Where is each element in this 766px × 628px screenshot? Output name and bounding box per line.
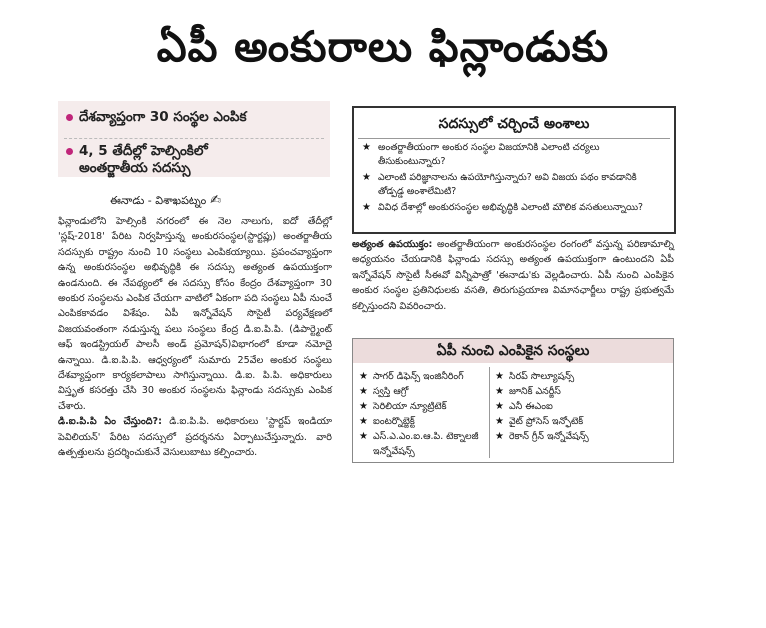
divider (64, 138, 324, 139)
company-item (495, 414, 667, 429)
selected-title: ఏపీ నుంచి ఎంపికైన సంస్థలు (436, 343, 590, 359)
star-icon: ★ (495, 401, 504, 412)
company-item (359, 399, 487, 414)
star-icon: ★ (362, 202, 371, 214)
company-name: ఐంటర్నొబ్జెక్ట్ (373, 416, 415, 427)
star-icon: ★ (495, 416, 504, 427)
company-item (359, 369, 487, 384)
highlight-item (66, 142, 208, 160)
company-name: స్వస్తి ఆగ్రో (373, 386, 409, 397)
highlight-text: 4, 5 తేదీల్లో హెల్సింకిలో (79, 143, 208, 159)
star-icon: ★ (495, 371, 504, 382)
divider (358, 138, 670, 139)
selected-list-left (359, 369, 487, 459)
column-divider (489, 367, 490, 458)
highlight-item-cont: అంతర్జాతీయ సదస్సు (79, 160, 191, 176)
subhead: అత్యంత ఉపయుక్తం: (352, 239, 433, 250)
topic-item (362, 201, 664, 215)
star-icon: ★ (362, 142, 371, 153)
topic-item (362, 171, 664, 198)
company-name: ఎనీ ఈఎంఐ (509, 401, 553, 412)
company-name: సెరిలియా న్యూట్రిటెక్ (373, 401, 447, 412)
star-icon: ★ (359, 401, 368, 412)
company-name: సిరప్ సొల్యూషన్స్ (509, 371, 575, 382)
paragraph: ఫిన్లాండులోని హెల్సింకి నగరంలో ఈ నెల నాలుగు, ఐదో తేదీల్లో 'స్లష్-2018' పేరిట నిర్వహిస్తున్న అంకురసంస్థల(స్టార్టప్లు) అంతర్జాతీయ సదస్సుకు రాష్ట్రం నుంచి 10 సంస్థలు ఎంపికయ్యాయి. ప్రపంచవ్యాప్తంగా ఉన్న అంకురసంస్థల అభివృద్ధికి ఈ సదస్సు అత్యంత ఉపయుక్తంగా ఉండనుంది. ఈ నేపథ్యంలో ఈ సదస్సు కోసం కేంద్రం దేశవ్యాప్తంగా 30 అంకుర సంస్థలను ఎంపిక చేయగా వాటిలో ఏకంగా పది సంస్థలు ఏపీ నుంచే ఎంపికకావడం విశేషం. ఏపీ ఇన్నోవేషన్ సొసైటీ పర్యవేక్షణలో విజయవంతంగా నడుస్తున్న పలు సంస్థలు కేంద్ర డి.ఐ.పి.పి. (డిపార్ట్మెంట్ ఆఫ్ ఇండస్ట్రియల్ పాలసీ అండ్ ప్రమోషన్)విభాగంలో కూడా నమోదై ఉన్నాయి. డి.ఐ.పి.పి. ఆధ్వర్యంలో సుమారు 25వేల అంకుర సంస్థలు దేశవ్యాప్తంగా కార్యకలాపాలు సాగిస్తున్నాయి. డి.ఐ. పి.పి. అధికారులు విస్తృత కసరత్తు చేసి 30 అంకుర సంస్థలను ఫిన్లాండు సదస్సుకు ఎంపిక చేశారు. (58, 216, 332, 412)
topic-text: వివిధ దేశాల్లో అంకురసంస్థల అభివృద్ధికి ఎలాంటి మౌలిక వసతులున్నాయి? (378, 202, 644, 214)
company-name: వైట్ ప్రోసెస్ ఇన్ఫోటెక్ (509, 416, 584, 427)
paragraph: అంతర్జాతీయంగా అంకురసంస్థల రంగంలో వస్తున్న పరిణామాల్ని అధ్యయనం చేయడానికి ఫిన్లాండు సదస్సు అత్యంత ఉపయుక్తంగా ఉంటుందని ఏపీ ఇన్నోవేషన్ సొసైటీ సీఈవో విన్నీపాత్రో 'ఈనాడు'కు వెల్లడించారు. ఏపీ నుంచి ఎంపికైన అంకుర సంస్థల ప్రతినిధులకు వసతి, తిరుగుప్రయాణ విమానఛార్జీలు రాష్ట్ర ప్రభుత్వమే కల్పిస్తుందని వివరించారు. (352, 239, 674, 312)
company-item (359, 414, 487, 429)
star-icon: ★ (359, 386, 368, 397)
company-name: సాగర్ డిఫెన్స్ ఇంజినీరింగ్ (373, 371, 464, 382)
company-name: రెకాన్ గ్రీన్ ఇన్నోవేషన్స్ (509, 431, 589, 442)
article-body (58, 214, 332, 461)
pen-icon: ✍ (210, 193, 222, 208)
dateline-text: ఈనాడు - విశాఖపట్నం (110, 194, 207, 207)
company-name: జూనిక్ ఎనర్జీస్ (509, 386, 561, 397)
highlight-item (66, 108, 247, 126)
headline: ఏపీ అంకురాలు ఫిన్లాండుకు (156, 22, 610, 71)
selected-box (352, 338, 674, 463)
company-item (495, 369, 667, 384)
star-icon: ★ (495, 386, 504, 397)
star-icon: ★ (359, 371, 368, 382)
topic-text: ఎలాంటి పరిజ్ఞానాలను ఉపయోగిస్తున్నారు? అవి విజయ పథం కావడానికి తోడ్పడ్డ అంశాలేమిటి? (378, 172, 637, 197)
star-icon: ★ (495, 431, 504, 442)
topics-title: సదస్సులో చర్చించే అంశాలు (438, 116, 590, 132)
company-item (495, 384, 667, 399)
paragraph: డి.ఐ.పి.పి. అధికారులు 'స్టార్టప్ ఇండియా పెవిలియన్' పేరిట సదస్సులో ప్రదర్శనను ఏర్పాటుచేస్తున్నారు. వారి ఉత్పత్తులను ప్రదర్శించుకునే వెసులుబాటు కల్పించారు. (58, 416, 332, 459)
subhead: డి.ఐ.పి.పి ఏం చేస్తుంది?: (58, 416, 162, 428)
highlight-text: దేశవ్యాప్తంగా 30 సంస్థల ఎంపిక (79, 109, 247, 125)
company-item (495, 429, 667, 444)
company-item (495, 399, 667, 414)
highlights-box (58, 101, 330, 177)
dateline (110, 193, 221, 210)
article-body-2 (352, 237, 674, 314)
selected-list-right (495, 369, 667, 444)
company-item (359, 429, 487, 459)
star-icon: ★ (359, 431, 368, 442)
star-icon: ★ (362, 172, 371, 184)
topic-text: అంతర్జాతీయంగా అంకుర సంస్థల విజయానికి ఎలాంటి చర్యలు తీసుకుంటున్నారు? (378, 142, 600, 167)
company-name: ఎస్.ఎ.ఎం.ఐ.ఆ.పి. టెక్నాలజీ ఇన్నోవేషన్స్ (373, 431, 479, 457)
topics-box (352, 106, 676, 234)
bullet-icon (66, 114, 73, 121)
star-icon: ★ (359, 416, 368, 427)
company-item (359, 384, 487, 399)
topic-item (362, 141, 664, 168)
bullet-icon (66, 148, 73, 155)
